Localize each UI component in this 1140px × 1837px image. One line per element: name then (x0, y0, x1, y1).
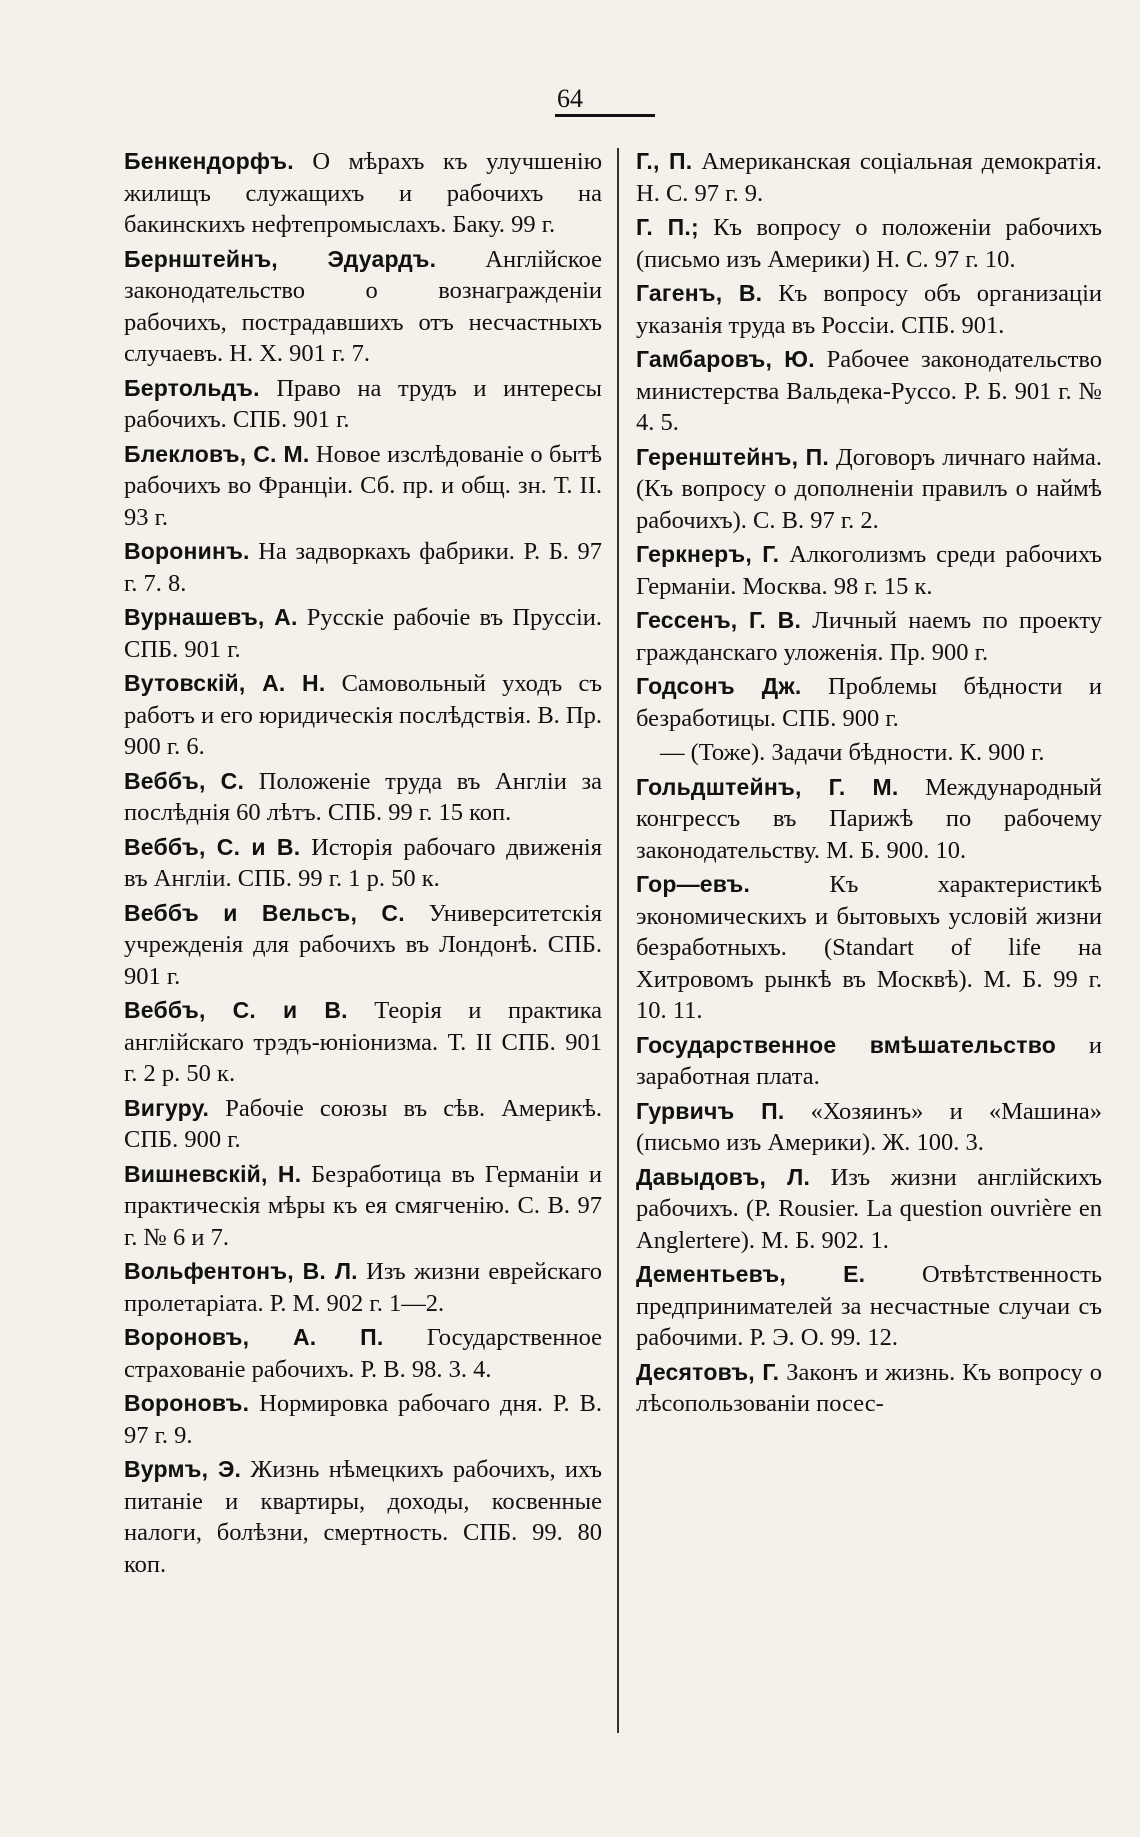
bibliography-entry (124, 1454, 602, 1580)
entry-author: Вороновъ. (124, 1390, 250, 1416)
entry-author: Дементьевъ, Е. (636, 1261, 866, 1287)
bibliography-entry (124, 995, 602, 1090)
entry-author: Вороновъ, А. П. (124, 1324, 384, 1350)
entry-text: «Хозяинъ» и «Машина» (письмо изъ Америки). Ж. 100. 3. (636, 1097, 1102, 1156)
entry-text: На задворкахъ фабрики. Р. Б. 97 г. 7. 8. (124, 538, 602, 597)
entry-author: Блекловъ, С. М. (124, 440, 310, 467)
entry-author: Вигуру. (124, 1094, 210, 1121)
entry-text: Нормировка рабочаго дня. Р. В. 97 г. 9. (124, 1390, 602, 1449)
bibliography-entry (124, 898, 602, 993)
bibliography-entry (636, 1096, 1102, 1159)
entry-author: Давыдовъ, Л. (636, 1163, 811, 1190)
bibliography-entry (636, 772, 1102, 867)
bibliography-entry (124, 373, 602, 436)
entry-text: и заработная плата. (636, 1031, 1102, 1090)
entry-author: Гор—евъ. (636, 871, 751, 897)
bibliography-entry (636, 737, 1102, 769)
entry-text: Университетскія учрежденія для рабочихъ въ Лондонѣ. СПБ. 901 г. (124, 899, 602, 990)
entry-text: Теорія и практика англійскаго трэдъ-юніонизма. Т. II СПБ. 901 г. 2 р. 50 к. (124, 997, 602, 1087)
entry-text: — (Тоже). Задачи бѣдности. К. 900 г. (660, 739, 1045, 766)
entry-text: Законъ и жизнь. Къ вопросу о лѣсопользованіи посес- (636, 1358, 1102, 1417)
bibliography-entry (124, 602, 602, 665)
entry-author: Бернштейнъ, Эдуардъ. (124, 245, 437, 272)
entry-author: Гурвичъ П. (636, 1097, 785, 1124)
bibliography-entry (124, 766, 602, 829)
entry-text: О мѣрахъ къ улучшенію жилищъ служащихъ и рабочихъ на бакинскихъ нефтепромыслахъ. Баку. 99 г. (124, 148, 603, 238)
entry-author: Вутовскій, А. Н. (124, 670, 326, 696)
bibliography-entry (636, 1259, 1102, 1354)
entry-author: Геркнеръ, Г. (636, 541, 780, 567)
entry-text: Англійское законодательство о вознагражденіи рабочихъ, пострадавшихъ отъ несчастныхъ случаевъ. Н. Х. 901 г. 7. (124, 245, 602, 367)
entry-text: Личный наемъ по проекту гражданскаго уложенія. Пр. 900 г. (636, 607, 1102, 666)
entry-text: Рабочее законодательство министерства Вальдека-Руссо. Р. Б. 901 г. № 4. 5. (636, 346, 1103, 436)
bibliography-entry (124, 536, 602, 599)
entry-text: Отвѣтственность предпринимателей за несчастные случаи съ рабочими. Р. Э. О. 99. 12. (636, 1261, 1102, 1351)
bibliography-entry (636, 212, 1102, 275)
bibliography-entry (124, 1159, 602, 1254)
bibliography-entry (124, 244, 602, 370)
entry-author: Годсонъ Дж. (636, 673, 802, 699)
entry-author: Гессенъ, Г. В. (636, 607, 802, 633)
entry-author: Г., П. (636, 148, 693, 174)
bibliography-entry (636, 869, 1102, 1027)
bibliography-entry (124, 1093, 602, 1156)
entry-author: Вольфентонъ, В. Л. (124, 1258, 358, 1284)
bibliography-entry (124, 1322, 602, 1385)
entry-text: Изъ жизни еврейскаго пролетаріата. Р. М. 902 г. 1—2. (124, 1258, 602, 1317)
entry-author: Веббъ и Вельсъ, С. (124, 899, 405, 926)
entry-text: Право на трудъ и интересы рабочихъ. СПБ. 901 г. (124, 374, 603, 433)
entry-text: Проблемы бѣдности и безработицы. СПБ. 900 г. (636, 673, 1103, 732)
entry-author: Гагенъ, В. (636, 280, 763, 306)
entry-author: Вурмъ, Э. (124, 1456, 242, 1482)
entry-author: Бертольдъ. (124, 374, 260, 401)
bibliography-entry (124, 439, 602, 534)
entry-text: Изъ жизни англійскихъ рабочихъ. (Р. Rousier. La question ouvrière en Anglertere). М. Б. 902. 1. (636, 1163, 1103, 1254)
entry-text: Самовольный уходъ съ работъ и его юридическія послѣдствія. В. Пр. 900 г. 6. (124, 670, 603, 760)
entry-author: Бенкендорфъ. (124, 148, 294, 174)
entry-text: Положеніе труда въ Англіи за послѣднія 60 лѣтъ. СПБ. 99 г. 15 коп. (124, 767, 603, 826)
entry-author: Государственное вмѣшательство (636, 1031, 1057, 1058)
entry-author: Вурнашевъ, А. (124, 604, 298, 630)
left-column (124, 146, 602, 1583)
entry-text: Къ вопросу о положеніи рабочихъ (письмо изъ Америки) Н. С. 97 г. 10. (636, 214, 1102, 273)
entry-author: Веббъ, С. и В. (124, 833, 301, 860)
bibliography-entry (636, 1162, 1102, 1257)
entry-text: Исторія рабочаго движенія въ Англіи. СПБ. 99 г. 1 р. 50 к. (124, 833, 602, 892)
bibliography-entry (636, 605, 1102, 668)
entry-text: Безработица въ Германіи и практическія мѣры къ ея смягченію. С. В. 97 г. № 6 и 7. (124, 1160, 602, 1251)
entry-author: Веббъ, С. (124, 767, 245, 794)
entry-author: Вишневскій, Н. (124, 1160, 302, 1187)
entry-text: Къ вопросу объ организаціи указанія труда въ Россіи. СПБ. 901. (636, 280, 1103, 339)
bibliography-entry (124, 1388, 602, 1451)
entry-text: Американская соціальная демократія. Н. С. 97 г. 9. (636, 148, 1102, 207)
entry-author: Десятовъ, Г. (636, 1358, 780, 1385)
entry-text: Государственное страхованіе рабочихъ. Р. В. 98. 3. 4. (124, 1324, 603, 1383)
entry-text: Новое изслѣдованіе о бытѣ рабочихъ во Франціи. Сб. пр. и общ. зн. Т. II. 93 г. (124, 440, 602, 531)
header-rule (555, 114, 655, 117)
entry-author: Гамбаровъ, Ю. (636, 346, 815, 372)
entry-text: Рабочіе союзы въ сѣв. Америкѣ. СПБ. 900 г. (124, 1094, 602, 1153)
entry-author: Г. П.; (636, 214, 699, 240)
bibliography-entry (124, 668, 602, 763)
bibliography-entry (636, 539, 1102, 602)
bibliography-entry (124, 146, 602, 241)
entry-author: Геренштейнъ, П. (636, 443, 829, 470)
bibliography-entry (636, 442, 1102, 537)
bibliography-entry (124, 832, 602, 895)
entry-author: Воронинъ. (124, 538, 250, 564)
page-number: 64 (557, 84, 583, 113)
entry-text: Къ характеристикѣ экономическихъ и бытовыхъ условій жизни безработныхъ. (Standart of life на Хитровомъ рынкѣ въ Москвѣ). М. Б. 99 г. 10. 11. (636, 871, 1102, 1024)
entry-text: Международный конгрессъ въ Парижѣ по рабочему законодательству. М. Б. 900. 10. (636, 773, 1103, 864)
entry-text: Русскіе рабочіе въ Пруссіи. СПБ. 901 г. (124, 604, 602, 663)
entry-text: Алкоголизмъ среди рабочихъ Германіи. Москва. 98 г. 15 к. (636, 541, 1102, 600)
entry-text: Жизнь нѣмецкихъ рабочихъ, ихъ питаніе и квартиры, доходы, косвенные налоги, болѣзни, смертность. СПБ. 99. 80 коп. (124, 1456, 602, 1578)
bibliography-entry (636, 278, 1102, 341)
column-divider (617, 148, 619, 1733)
bibliography-entry (636, 1030, 1102, 1093)
right-column (636, 146, 1102, 1423)
entry-author: Веббъ, С. и В. (124, 997, 348, 1023)
bibliography-entry (636, 146, 1102, 209)
entry-author: Гольдштейнъ, Г. М. (636, 773, 899, 800)
bibliography-entry (124, 1256, 602, 1319)
entry-text: Договоръ личнаго найма. (Къ вопросу о дополненіи правилъ о наймѣ рабочихъ). С. В. 97 г. 2. (636, 443, 1102, 534)
bibliography-entry (636, 671, 1102, 734)
bibliography-entry (636, 344, 1102, 439)
bibliography-entry (636, 1357, 1102, 1420)
